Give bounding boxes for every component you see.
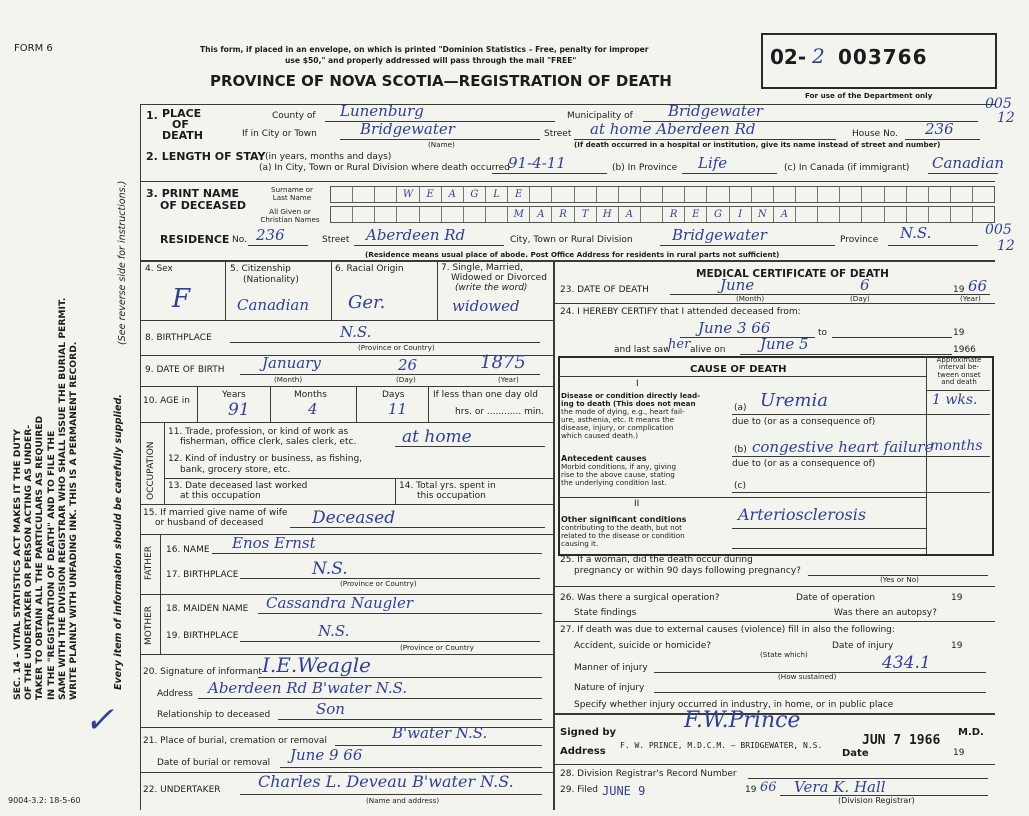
cause-b-interval: months — [930, 438, 983, 454]
given-cell — [951, 207, 973, 222]
surname-cell — [375, 187, 397, 202]
other-value: Arteriosclerosis — [738, 505, 867, 524]
stamp-date: JUN 7 1966 — [862, 733, 941, 748]
last-saw-year: 1966 — [953, 345, 976, 355]
s26-autopsy: Was there an autopsy? — [834, 608, 937, 618]
residence-city: Bridgewater — [672, 226, 767, 244]
father-name-label: 16. NAME — [166, 545, 210, 555]
s3-label-1: 3. PRINT NAME — [146, 187, 240, 200]
surname-cell: L — [486, 187, 508, 202]
undertaker-value: Charles L. Deveau B'water N.S. — [258, 772, 514, 791]
given-cell — [929, 207, 951, 222]
s27-nature: Nature of injury — [574, 683, 645, 693]
municipality-label: Municipality of — [567, 111, 633, 121]
death-year-pre: 19 — [953, 285, 965, 295]
s25-label-2: pregnancy or within 90 days following pregnancy? — [574, 566, 801, 576]
surname-cell — [685, 187, 707, 202]
mother-name-label: 18. MAIDEN NAME — [166, 604, 249, 614]
s27-label: 27. If death was due to external causes (violence) fill in also the following: — [560, 625, 895, 635]
given-cell — [331, 207, 353, 222]
hospital-note: (If death occurred in a hospital or institution, give its name instead of street and number) — [574, 140, 941, 149]
signed-md: M.D. — [958, 727, 984, 738]
s1-label-3: DEATH — [162, 129, 204, 142]
age-less-1: If less than one day old — [433, 390, 539, 400]
birthplace-label: 8. BIRTHPLACE — [145, 333, 212, 343]
given-cell: A — [774, 207, 796, 222]
given-cell — [862, 207, 884, 222]
given-cell: R — [663, 207, 685, 222]
father-caption: (Province or Country) — [340, 579, 417, 588]
registration-prefix: 02- — [770, 45, 807, 69]
given-cell — [818, 207, 840, 222]
given-cell: M — [508, 207, 530, 222]
surname-label: Surname or Last Name — [271, 185, 313, 202]
sex-label: 4. Sex — [145, 264, 173, 274]
s27-code: 434.1 — [882, 653, 931, 673]
stamp-name: F. W. PRINCE, M.D.C.M. – BRIDGEWATER, N.S. — [620, 741, 823, 750]
citizenship-value: Canadian — [237, 296, 310, 314]
s29-year: 66 — [760, 780, 777, 795]
cause-b-label: (b) — [734, 445, 747, 455]
surname-cell — [641, 187, 663, 202]
surname-cell — [818, 187, 840, 202]
given-cell: E — [685, 207, 707, 222]
registration-number: 003766 — [838, 45, 928, 69]
dob-caption-day: (Day) — [396, 375, 416, 384]
other-conditions: Other significant conditions contributing to the death, but not related to the disease or condition causing it. — [561, 515, 687, 548]
s27-date-injury: Date of injury — [832, 641, 894, 651]
age-days-label: Days — [382, 390, 405, 400]
s26-date-label: Date of operation — [796, 593, 876, 603]
informant-address-label: Address — [157, 689, 193, 699]
s2-b-label: (b) In Province — [612, 163, 678, 173]
s15-value: Deceased — [312, 508, 396, 528]
citizenship-label-1: 5. Citizenship — [230, 264, 291, 274]
see-reverse-note: (See reverse side for instructions.) — [117, 180, 128, 345]
death-caption-year: (Year) — [960, 294, 981, 303]
surname-cell — [796, 187, 818, 202]
burial-date-label: Date of burial or removal — [157, 758, 271, 768]
residence-street-label: Street — [322, 235, 350, 245]
occ-11-value: at home — [402, 427, 472, 447]
last-saw-alive: alive on — [690, 345, 726, 355]
given-cell: I — [730, 207, 752, 222]
citizenship-label-2: (Nationality) — [243, 275, 299, 285]
s3-label-2: OF DECEASED — [160, 199, 247, 212]
signed-label: Signed by — [560, 727, 617, 738]
surname-cell — [840, 187, 862, 202]
frame-top — [140, 104, 995, 105]
surname-cell: E — [420, 187, 442, 202]
surname-cells — [330, 186, 995, 203]
left-notice-line-3: TAKER TO OBTAIN ALL THE PARTICULARS AS REQUIRED — [34, 415, 46, 700]
s25-label-1: 25. If a woman, did the death occur during — [560, 555, 753, 565]
antecedent: Antecedent causes Morbid conditions, if any, giving rise to the above cause, stating the underlying condition last. — [561, 454, 677, 487]
cause-header: CAUSE OF DEATH — [690, 364, 787, 375]
given-cell — [353, 207, 375, 222]
surname-cell — [973, 187, 994, 202]
given-cell — [397, 207, 419, 222]
certify-label: 24. I HEREBY CERTIFY that I attended deceased from: — [560, 307, 801, 317]
residence-note: (Residence means usual place of abode. Post Office Address for residents in rural parts not sufficient) — [365, 250, 780, 259]
mother-name: Cassandra Naugler — [266, 594, 414, 612]
municipality-value: Bridgewater — [668, 102, 763, 120]
s27-accident: Accident, suicide or homicide? — [574, 641, 712, 651]
attended-to: to — [818, 328, 828, 338]
occ-12-label-1: 12. Kind of industry or business, as fishing, — [168, 454, 363, 464]
occ-14-label-2: this occupation — [417, 491, 486, 501]
attended-to-year: 19 — [953, 328, 965, 338]
left-notice-line-1: SEC. 14 – VITAL STATISTICS ACT MAKES IT THE DUTY — [12, 429, 23, 700]
occ-11-label-2: fisherman, office clerk, sales clerk, etc. — [180, 437, 357, 447]
street-value: at home Aberdeen Rd — [590, 120, 756, 138]
s2-b-value: Life — [698, 154, 728, 172]
mother-birthplace: N.S. — [318, 622, 350, 640]
residence-province-label: Province — [840, 235, 879, 245]
city-value: Bridgewater — [360, 120, 455, 138]
s26-year: 19 — [951, 593, 963, 603]
cause-roman-1: I — [636, 379, 639, 389]
given-cell — [840, 207, 862, 222]
s1-label-2: OF — [172, 118, 189, 131]
s27-year: 19 — [951, 641, 963, 651]
last-saw-mid: her — [668, 337, 691, 352]
undertaker-label: 22. UNDERTAKER — [143, 785, 221, 795]
residence-label: RESIDENCE — [160, 233, 230, 246]
given-cells — [330, 206, 995, 223]
given-cell — [375, 207, 397, 222]
physician-signature: F.W.Prince — [684, 708, 801, 733]
dob-label: 9. DATE OF BIRTH — [145, 365, 225, 375]
county-label: County of — [272, 111, 316, 121]
every-item-note: Every item of information should be carefully supplied. — [113, 394, 124, 690]
marital-value: widowed — [452, 297, 520, 315]
father-birthplace-label: 17. BIRTHPLACE — [166, 570, 239, 580]
date-label: Date — [842, 748, 869, 759]
surname-cell — [597, 187, 619, 202]
interval-header: Approximate interval be- tween onset and death — [936, 356, 982, 387]
death-caption-day: (Day) — [850, 294, 870, 303]
given-cell — [885, 207, 907, 222]
s29-caption: (Division Registrar) — [838, 796, 915, 805]
given-cell: A — [530, 207, 552, 222]
given-cell: N — [752, 207, 774, 222]
given-cell — [486, 207, 508, 222]
father-name: Enos Ernst — [232, 534, 316, 552]
marital-label-1: 7. Single, Married, — [441, 263, 523, 273]
due-to-2: due to (or as a consequence of) — [732, 459, 876, 469]
surname-cell — [907, 187, 929, 202]
city-label: If in City or Town — [242, 129, 317, 139]
cause-c-label: (c) — [734, 481, 746, 491]
dob-caption-year: (Year) — [498, 375, 519, 384]
due-to-1: due to (or as a consequence of) — [732, 417, 876, 427]
given-label: All Given or Christian Names — [260, 207, 320, 224]
occ-11-label-1: 11. Trade, profession, or kind of work as — [168, 427, 349, 437]
given-cell — [907, 207, 929, 222]
surname-cell — [530, 187, 552, 202]
age-months-label: Months — [294, 390, 327, 400]
dept-use-note: For use of the Department only — [805, 91, 933, 100]
age-years-label: Years — [222, 390, 246, 400]
surname-cell — [353, 187, 375, 202]
father-side-label: FATHER — [144, 545, 154, 580]
residence-province: N.S. — [900, 224, 932, 242]
date-year: 19 — [953, 748, 965, 758]
dept-code-1: 005 — [985, 96, 1012, 112]
occ-13-label-1: 13. Date deceased last worked — [168, 481, 308, 491]
given-cell — [641, 207, 663, 222]
surname-cell — [730, 187, 752, 202]
surname-cell — [752, 187, 774, 202]
s1-number: 1. — [146, 109, 158, 122]
residence-city-label: City, Town or Rural Division — [510, 235, 633, 245]
s27-manner: Manner of injury — [574, 663, 648, 673]
death-year: 66 — [968, 277, 988, 295]
surname-cell — [885, 187, 907, 202]
last-saw-label: and last saw — [614, 345, 671, 355]
surname-cell — [862, 187, 884, 202]
informant-rel: Son — [316, 700, 345, 718]
s2-c-label: (c) In Canada (if immigrant) — [784, 163, 910, 173]
s15-label-1: 15. If married give name of wife — [143, 508, 288, 518]
occupation-side-label: OCCUPATION — [146, 441, 156, 500]
left-notice-line-2: OF THE UNDERTAKER OR PERSON ACTING AS UNDER- — [23, 424, 35, 700]
medical-header: MEDICAL CERTIFICATE OF DEATH — [696, 268, 889, 280]
given-cell: R — [552, 207, 574, 222]
cause-a: Uremia — [760, 390, 828, 411]
residence-no-label: No. — [232, 235, 247, 245]
cause-roman-2: II — [634, 499, 640, 509]
birthplace-value: N.S. — [340, 323, 372, 341]
s15-label-2: or husband of deceased — [155, 518, 264, 528]
surname-cell — [774, 187, 796, 202]
s27-how: (How sustained) — [778, 672, 837, 681]
given-cell — [973, 207, 994, 222]
s26-label: 26. Was there a surgical operation? — [560, 593, 720, 603]
s29-year-pre: 19 — [745, 785, 757, 795]
racial-label: 6. Racial Origin — [335, 264, 404, 274]
death-day: 6 — [860, 276, 870, 294]
given-cell: T — [575, 207, 597, 222]
death-month: June — [720, 276, 755, 294]
s2-label: 2. LENGTH OF STAY — [146, 150, 266, 163]
residence-street: Aberdeen Rd — [366, 226, 466, 244]
given-cell — [442, 207, 464, 222]
mother-caption: (Province or Country — [400, 643, 474, 652]
marital-label-2: Widowed or Divorced — [451, 273, 547, 283]
burial-label: 21. Place of burial, cremation or removal — [143, 736, 327, 746]
last-saw-date: June 5 — [760, 335, 809, 353]
mother-birthplace-label: 19. BIRTHPLACE — [166, 631, 239, 641]
s26-findings: State findings — [574, 608, 637, 618]
occ-13-label-2: at this occupation — [180, 491, 261, 501]
occ-14-label-1: 14. Total yrs. spent in — [399, 481, 496, 491]
left-notice-line-6: WRITE PLAINLY WITH UNFADING INK. THIS IS A PERMANENT RECORD. — [68, 341, 80, 700]
birthplace-caption: (Province or Country) — [358, 343, 435, 352]
cause-a-interval: 1 wks. — [932, 392, 978, 408]
age-years: 91 — [228, 400, 250, 420]
s27-specify: Specify whether injury occurred in industry, in home, or in public place — [574, 700, 894, 710]
envelope-notice-2: use $50," and properly addressed will pass through the mail "FREE" — [285, 56, 577, 65]
informant-label: 20. Signature of informant — [143, 667, 262, 677]
marital-label-3: (write the word) — [455, 283, 528, 293]
s29-registrar: Vera K. Hall — [794, 778, 886, 796]
s25-caption: (Yes or No) — [880, 575, 919, 584]
surname-cell — [663, 187, 685, 202]
attended-from: June 3 66 — [698, 319, 771, 337]
given-cell: A — [619, 207, 641, 222]
surname-cell — [619, 187, 641, 202]
given-cell: H — [597, 207, 619, 222]
s2-sub: (in years, months and days) — [265, 152, 392, 162]
dept-code-1b: 12 — [997, 110, 1015, 126]
s28-label: 28. Division Registrar's Record Number — [560, 769, 737, 779]
cause-intro: Disease or condition directly lead- ing to death (This does not mean the mode of dying, e.g., heart fail- ure, asthenia, etc. It means the disease, injury, or complication which caused death.) — [561, 391, 701, 440]
informant-signature: I.E.Weagle — [262, 653, 371, 677]
left-notice-line-5: SAME WITH THE DIVISION REGISTRAR WHO SHALL ISSUE THE BURIAL PERMIT. — [56, 297, 68, 700]
age-days: 11 — [388, 400, 408, 418]
cause-b: congestive heart failure — [752, 438, 934, 456]
racial-value: Ger. — [348, 292, 386, 313]
sex-value: F — [172, 284, 191, 314]
dob-caption-month: (Month) — [274, 375, 303, 384]
left-notice — [12, 298, 79, 700]
given-cell: G — [707, 207, 729, 222]
dob-month: January — [262, 354, 321, 372]
surname-cell: E — [508, 187, 530, 202]
s2-c-value: Canadian — [932, 154, 1005, 172]
burial-place: B'water N.S. — [392, 724, 488, 742]
form-number: FORM 6 — [14, 43, 53, 54]
s2-a-label: (a) In City, Town or Rural Division where death occurred — [259, 163, 510, 173]
street-label: Street — [544, 129, 572, 139]
surname-cell — [929, 187, 951, 202]
death-caption-month: (Month) — [736, 294, 765, 303]
margin-mark: ✓ — [84, 700, 115, 741]
dept-code-2b: 12 — [997, 238, 1015, 254]
surname-cell — [331, 187, 353, 202]
age-less-2: hrs. or ............ min. — [455, 407, 544, 417]
form-code: 9004-3.2: 18-5-60 — [8, 796, 81, 805]
house-value: 236 — [925, 120, 954, 138]
county-value: Lunenburg — [340, 102, 424, 120]
s29-filed: JUNE 9 — [602, 784, 646, 798]
cause-a-label: (a) — [734, 403, 747, 413]
informant-rel-label: Relationship to deceased — [157, 710, 271, 720]
undertaker-caption: (Name and address) — [366, 796, 440, 805]
surname-cell — [951, 187, 973, 202]
registration-handwritten: 2 — [812, 44, 825, 68]
residence-no: 236 — [256, 226, 285, 244]
city-caption: (Name) — [428, 140, 455, 149]
surname-cell — [707, 187, 729, 202]
surname-cell: W — [397, 187, 419, 202]
informant-address: Aberdeen Rd B'water N.S. — [208, 679, 408, 697]
dept-code-2: 005 — [985, 222, 1012, 238]
age-label: 10. AGE in — [143, 396, 190, 406]
occ-12-label-2: bank, grocery store, etc. — [180, 465, 291, 475]
death-date-label: 23. DATE OF DEATH — [560, 285, 649, 295]
form-title: PROVINCE OF NOVA SCOTIA—REGISTRATION OF DEATH — [210, 72, 672, 90]
given-cell — [464, 207, 486, 222]
surname-cell: A — [442, 187, 464, 202]
s29-label: 29. Filed — [560, 785, 598, 795]
mother-side-label: MOTHER — [144, 605, 154, 645]
burial-date: June 9 66 — [290, 746, 363, 764]
given-cell — [796, 207, 818, 222]
s1-label-1: PLACE — [162, 107, 202, 120]
s2-a-value: 91-4-11 — [508, 154, 566, 172]
frame-left — [140, 104, 141, 810]
address-label: Address — [560, 746, 606, 757]
dob-day: 26 — [398, 356, 418, 374]
father-birthplace: N.S. — [312, 559, 348, 579]
left-notice-line-4: IN THE "REGISTRATION OF DEATH" AND TO FILE THE — [45, 430, 57, 700]
surname-cell — [552, 187, 574, 202]
surname-cell: G — [464, 187, 486, 202]
s27-state-which: (State which) — [760, 650, 808, 659]
given-cell — [420, 207, 442, 222]
age-months: 4 — [308, 400, 318, 418]
house-label: House No. — [852, 129, 899, 139]
dob-year: 1875 — [480, 352, 526, 373]
envelope-notice-1: This form, if placed in an envelope, on which is printed "Dominion Statistics – Free, penalty for improper — [200, 45, 649, 54]
surname-cell — [575, 187, 597, 202]
